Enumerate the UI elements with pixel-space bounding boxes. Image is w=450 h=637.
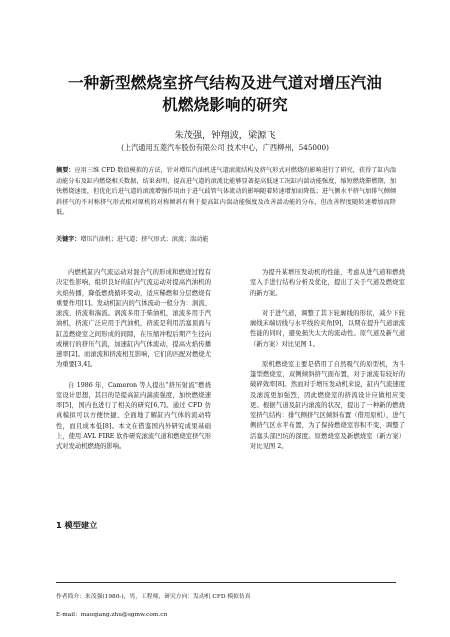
paper-title [40,72,410,116]
body-paragraph: 内燃机缸内气流运动对混合气的形成和燃烧过程有决定性影响，组织良好的缸内气流运动对提高汽油机的火焰传播，降低燃烧循环变动，适应稀燃和分层燃烧有重要作用[1]。发动机缸内的气体流动一般分为：涡流、滚流、挤流和湍流。涡流多用于柴油机，滚流多用于汽油机，挤流广泛应用于汽油机，挤流是利用活塞顶面与缸盖燃烧室之间形成的间隙，在压缩冲程后期产生径向或横行的挤压气流，加速缸内气体流动，提高火焰传播速率[2]。而滚流和挤流相互影响，它们的匹配对燃烧尤为重要[3,4]。 [56,269,211,369]
author-list: 朱茂强，钟翔波，梁源飞 [174,130,276,141]
body-paragraph: 自 1986 年，Cameron 等人提出“挤压射流”燃烧室设计思想，其目的是提高缸内湍流强度，加快燃烧速率[5]，国内也进行了相关的研究[6,7]。通过 CFD 仿真模拟可以方便快捷、全面地了解缸内气体的流动特性，而且成本低[8]。本文在借鉴国内外研究成果基础上，使用 AVL FIRE 软件研究滚流气道和燃烧室挤气形式对发动机燃烧的影响。 [56,381,211,450]
section-heading: 1 模型建立 [56,520,98,530]
keywords [56,234,396,243]
keywords-label: 关键字： [56,236,81,243]
affiliation: (上汽通用五菱汽车股份有限公司 技术中心，广西柳州，545000) [121,143,329,152]
footnote-divider [56,582,396,583]
body-column-left [56,268,211,462]
abstract [56,166,396,219]
footnote-email: E-mail：maoqiang.zhu@sgmw.com.cn [56,612,168,618]
keywords-text: 增压汽油机；进气道；挤气形式；滚流；湍动能 [80,236,209,243]
body-paragraph: 原机燃烧室主要是借用了自然吸气的原型机，为斗篷型燃烧室，双侧倾斜挤气面布置，对于滚流有较好的破碎效率[8]。然而对于增压发动机来说，缸内气流速度及滚流更加强烈，因此燃烧室的挤流设计应做相应变更。根据气道及缸内滚流的状况，提出了一种新的燃烧室挤气结构：排气侧挤气区倾斜布置（借用原机），进气侧挤气区水平布置，为了保持燃烧室容积不变，调整了活塞头部凹坑的深度。原燃烧室及新燃烧室（新方案）对比见图 2。 [250,360,405,450]
abstract-text: 应用三维 CFD 数值模拟的方法，针对增压汽油机进气道滚流结构及挤气形式对燃烧的影响进行了研究，获得了缸内湍动能分布及缸内燃烧相关数据，结果表明，提高进气道的滚流比能够显著提高低速工况缸内湍动能强度，缩短燃烧滞燃期，加快燃烧速度，但优化后进气道的滚流增强作用由于进气歧管气体流动的影响随着转速增加而降低；进气侧水平挤气加排气侧倾斜挤气的不对称挤气形式相对原机的对称倾斜有利于提高缸内湍动能强度及改善湍动能的分布，但改善程度随转速增加而降低。 [56,167,396,217]
body-paragraph: 对于进气道，调整了其下轮廓线的形状，减少下轮廓线末端切线与水平线的夹角[9]，以期在提升气道滚流性能的同时，避免损失太大的流动性。原气道及新气道（新方案）对比见图 1。 [250,309,405,348]
footnote-author: 作者简介：朱茂强(1980-)，男，工程师，研究方向：发动机 CFD 模拟仿真 [56,594,251,600]
abstract-label: 摘要： [56,167,75,174]
body-paragraph: 为提升某增压发动机的性能，考虑从进气道和燃烧室入手进行结构分析及优化，提出了关于气道及燃烧室的新方案。 [250,269,405,297]
body-column-right [250,268,405,462]
title-line-1: 一种新型燃烧室挤气结构及进气道对增压汽油 [67,74,382,92]
title-line-2: 机燃烧影响的研究 [162,96,288,114]
